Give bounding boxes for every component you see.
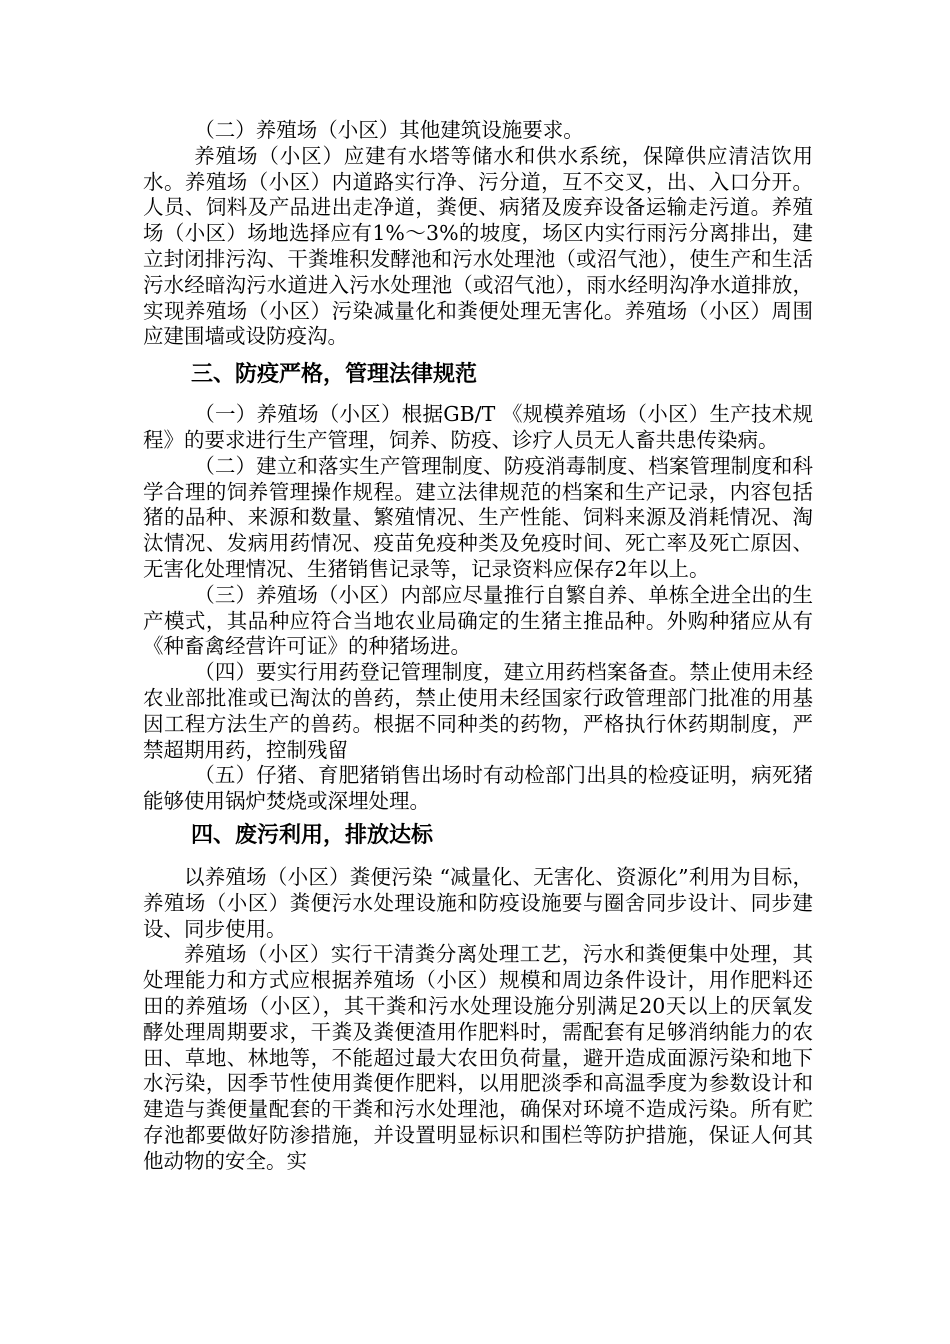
paragraph: （四）要实行用药登记管理制度，建立用药档案备查。禁止使用未经农业部批准或已淘汰的兽药，禁止使用未经国家行政管理部门批准的用基因工程方法生产的兽药。根据不同种类的药物，严格执行休药期制度，严禁超期用药，控制残留 bbox=[143, 660, 813, 762]
paragraph: 以养殖场（小区）粪便污染 “减量化、无害化、资源化”利用为目标，养殖场（小区）粪便污水处理设施和防疫设施要与圈舍同步设计、同步建设、同步使用。 bbox=[143, 864, 813, 941]
paragraph: （二）建立和落实生产管理制度、防疫消毒制度、档案管理制度和科学合理的饲养管理操作规程。建立法律规范的档案和生产记录，内容包括猪的品种、来源和数量、繁殖情况、生产性能、饲料来源及消耗情况、淘汰情况、发病用药情况、疫苗免疫种类及免疫时间、死亡率及死亡原因、无害化处理情况、生猪销售记录等，记录资料应保存2年以上。 bbox=[143, 453, 813, 581]
paragraph: （五）仔猪、育肥猪销售出场时有动检部门出具的检疫证明，病死猪能够使用锅炉焚烧或深埋处理。 bbox=[143, 763, 813, 814]
section-heading: 四、废污利用，排放达标 bbox=[191, 822, 434, 848]
subsection-title: （二）养殖场（小区）其他建筑设施要求。 bbox=[194, 118, 584, 142]
paragraph: （一）养殖场（小区）根据GB/T 《规模养殖场（小区）生产技术规程》的要求进行生产管理，饲养、防疫、诊疗人员无人畜共患传染病。 bbox=[143, 402, 813, 452]
paragraph: 养殖场（小区）实行干清粪分离处理工艺，污水和粪便集中处理，其处理能力和方式应根据养殖场（小区）规模和周边条件设计，用作肥料还田的养殖场（小区），其干粪和污水处理设施分别满足20天以上的厌氧发酵处理周期要求，干粪及粪便渣用作肥料时，需配套有足够消纳能力的农田、草地、林地等，不能超过最大农田负荷量，避开造成面源污染和地下水污染，因季节性使用粪便作肥料，以用肥淡季和高温季度为参数设计和建造与粪便量配套的干粪和污水处理池，确保对环境不造成污染。所有贮存池都要做好防渗措施，并设置明显标识和围栏等防护措施，保证人何其他动物的安全。实 bbox=[143, 942, 813, 1173]
paragraph: （三）养殖场（小区）内部应尽量推行自繁自养、单栋全进全出的生产模式，其品种应符合当地农业局确定的生猪主推品种。外购种猪应从有《种畜禽经营许可证》的种猪场进。 bbox=[143, 582, 813, 659]
section-heading: 三、防疫严格，管理法律规范 bbox=[191, 362, 478, 388]
paragraph: 养殖场（小区）应建有水塔等储水和供水系统，保障供应清洁饮用水。养殖场（小区）内道路实行净、污分道，互不交叉，出、入口分开。人员、饲料及产品进出走净道，粪便、病猪及废弃设备运输走污道。养殖场（小区）场地选择应有1%～3%的坡度，场区内实行雨污分离排出，建立封闭排污沟、干粪堆积发酵池和污水处理池（或沼气池），使生产和生活污水经暗沟污水道进入污水处理池（或沼气池），雨水经明沟净水道排放，实现养殖场（小区）污染减量化和粪便处理无害化。养殖场（小区）周围应建围墙或设防疫沟。 bbox=[143, 143, 813, 349]
document-page bbox=[143, 118, 813, 1174]
